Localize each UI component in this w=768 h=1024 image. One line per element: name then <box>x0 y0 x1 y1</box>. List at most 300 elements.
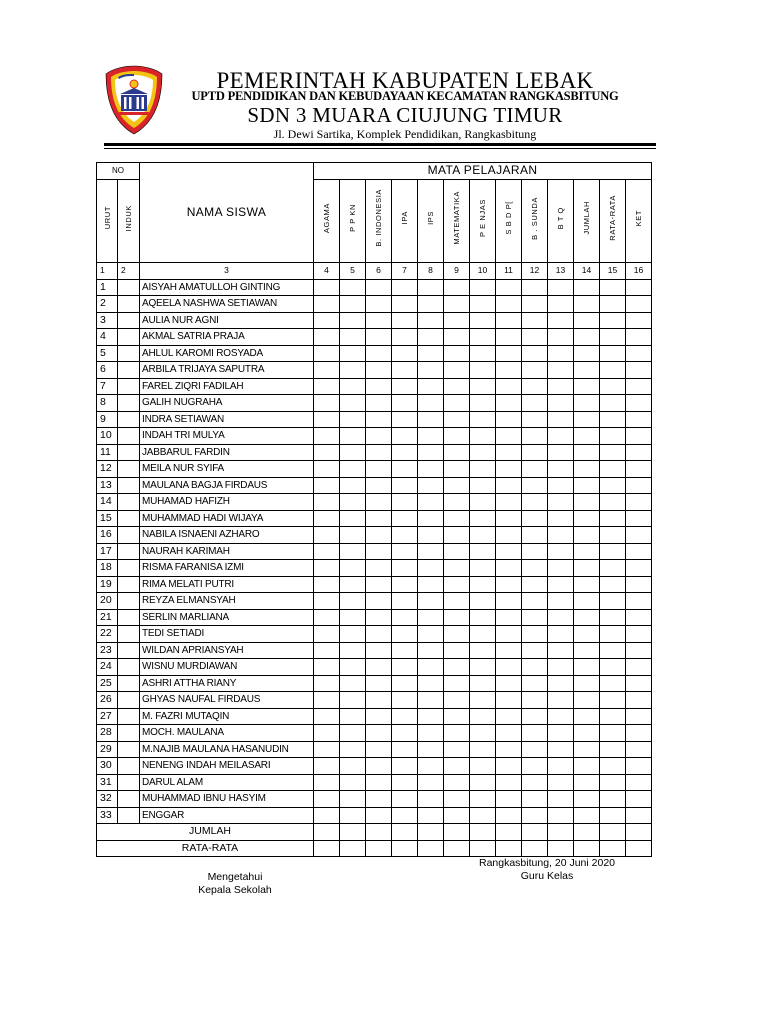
grade-cell <box>444 593 470 610</box>
grade-cell <box>548 411 574 428</box>
student-name-cell: NAURAH KARIMAH <box>140 543 314 560</box>
total-cell <box>444 824 470 841</box>
grade-cell <box>470 329 496 346</box>
student-row <box>97 692 652 709</box>
urut-cell: 19 <box>97 576 118 593</box>
grade-cell <box>626 362 652 379</box>
column-number-cell: 11 <box>496 262 522 279</box>
grade-cell <box>470 725 496 742</box>
grade-cell <box>314 626 340 643</box>
grade-cell <box>522 708 548 725</box>
grade-cell <box>548 741 574 758</box>
induk-cell <box>118 395 140 412</box>
grade-cell <box>496 543 522 560</box>
grade-cell <box>470 477 496 494</box>
grade-cell <box>418 395 444 412</box>
urut-cell: 14 <box>97 494 118 511</box>
induk-cell <box>118 807 140 824</box>
grade-cell <box>470 312 496 329</box>
grade-cell <box>340 692 366 709</box>
grade-cell <box>366 428 392 445</box>
induk-cell <box>118 527 140 544</box>
subject-header: P E NJAS <box>470 179 496 262</box>
subject-header: B. INDONESIA <box>366 179 392 262</box>
column-number-cell: 12 <box>522 262 548 279</box>
grade-cell <box>418 477 444 494</box>
grade-cell <box>470 791 496 808</box>
grade-cell <box>522 609 548 626</box>
grade-cell <box>522 593 548 610</box>
student-name-cell: MUHAMMAD HADI WIJAYA <box>140 510 314 527</box>
urut-cell: 3 <box>97 312 118 329</box>
urut-cell: 7 <box>97 378 118 395</box>
student-row <box>97 444 652 461</box>
column-number-cell: 15 <box>600 262 626 279</box>
student-row <box>97 329 652 346</box>
grade-cell <box>314 411 340 428</box>
grade-cell <box>600 345 626 362</box>
mata-pelajaran-header: MATA PELAJARAN <box>314 163 652 180</box>
grade-cell <box>470 527 496 544</box>
grade-cell <box>626 626 652 643</box>
grade-cell <box>314 461 340 478</box>
grade-cell <box>574 675 600 692</box>
grade-cell <box>392 494 418 511</box>
grade-cell <box>314 428 340 445</box>
grade-cell <box>444 428 470 445</box>
column-number-cell: 9 <box>444 262 470 279</box>
student-row <box>97 774 652 791</box>
student-name-cell: MUHAMMAD IBNU HASYIM <box>140 791 314 808</box>
grade-cell <box>340 411 366 428</box>
grade-cell <box>392 642 418 659</box>
column-number-cell: 13 <box>548 262 574 279</box>
grade-cell <box>626 461 652 478</box>
grade-cell <box>548 345 574 362</box>
total-cell <box>418 840 444 857</box>
induk-cell <box>118 741 140 758</box>
student-name-cell: INDAH TRI MULYA <box>140 428 314 445</box>
grade-cell <box>340 758 366 775</box>
student-row <box>97 609 652 626</box>
grade-cell <box>496 560 522 577</box>
student-row <box>97 345 652 362</box>
grade-cell <box>366 510 392 527</box>
urut-cell: 33 <box>97 807 118 824</box>
grade-cell <box>574 428 600 445</box>
grade-cell <box>340 675 366 692</box>
grade-cell <box>418 791 444 808</box>
grade-cell <box>392 395 418 412</box>
grade-cell <box>418 576 444 593</box>
total-cell <box>496 824 522 841</box>
grade-cell <box>418 312 444 329</box>
grade-cell <box>496 807 522 824</box>
kepala-sekolah-label: Kepala Sekolah <box>198 884 272 896</box>
grade-cell <box>366 708 392 725</box>
subject-header: B . SUNDA <box>522 179 548 262</box>
grade-cell <box>340 807 366 824</box>
grade-cell <box>418 411 444 428</box>
grade-cell <box>418 378 444 395</box>
grade-cell <box>392 659 418 676</box>
subject-header: B T Q <box>548 179 574 262</box>
grade-cell <box>470 626 496 643</box>
grade-cell <box>470 807 496 824</box>
student-name-cell: INDRA SETIAWAN <box>140 411 314 428</box>
grade-cell <box>574 609 600 626</box>
urut-cell: 31 <box>97 774 118 791</box>
grade-cell <box>444 609 470 626</box>
grade-cell <box>496 725 522 742</box>
induk-cell <box>118 642 140 659</box>
grade-cell <box>340 659 366 676</box>
student-row <box>97 296 652 313</box>
grade-cell <box>496 593 522 610</box>
grade-cell <box>548 477 574 494</box>
student-row <box>97 807 652 824</box>
grade-cell <box>522 428 548 445</box>
student-row <box>97 527 652 544</box>
total-cell <box>600 824 626 841</box>
urut-cell: 2 <box>97 296 118 313</box>
grade-cell <box>314 675 340 692</box>
grade-cell <box>574 279 600 296</box>
grade-cell <box>574 296 600 313</box>
grade-cell <box>418 708 444 725</box>
grade-cell <box>366 395 392 412</box>
grade-cell <box>418 659 444 676</box>
grade-cell <box>340 774 366 791</box>
induk-cell <box>118 758 140 775</box>
grade-cell <box>314 741 340 758</box>
grade-cell <box>392 461 418 478</box>
induk-cell <box>118 626 140 643</box>
grade-cell <box>496 395 522 412</box>
grade-cell <box>548 510 574 527</box>
grade-cell <box>314 279 340 296</box>
grade-cell <box>522 444 548 461</box>
grade-cell <box>418 675 444 692</box>
column-number-cell: 3 <box>140 262 314 279</box>
grade-cell <box>340 609 366 626</box>
grade-cell <box>574 527 600 544</box>
grade-cell <box>522 395 548 412</box>
student-name-cell: M.NAJIB MAULANA HASANUDIN <box>140 741 314 758</box>
grade-cell <box>626 593 652 610</box>
induk-cell <box>118 543 140 560</box>
grade-cell <box>470 609 496 626</box>
grade-cell <box>496 527 522 544</box>
grade-cell <box>444 708 470 725</box>
grade-cell <box>626 675 652 692</box>
urut-cell: 23 <box>97 642 118 659</box>
grade-cell <box>496 494 522 511</box>
total-cell <box>470 840 496 857</box>
grade-cell <box>366 411 392 428</box>
urut-cell: 21 <box>97 609 118 626</box>
column-number-cell: 2 <box>118 262 140 279</box>
grade-cell <box>444 279 470 296</box>
subject-header: S B D P[ <box>496 179 522 262</box>
rata-rata-row-label: RATA-RATA <box>97 840 314 857</box>
urut-cell: 12 <box>97 461 118 478</box>
grade-cell <box>314 659 340 676</box>
grade-cell <box>496 461 522 478</box>
grade-cell <box>522 626 548 643</box>
grade-cell <box>314 329 340 346</box>
grade-cell <box>392 741 418 758</box>
subject-header: AGAMA <box>314 179 340 262</box>
grade-cell <box>522 725 548 742</box>
grade-cell <box>600 510 626 527</box>
grade-cell <box>574 725 600 742</box>
grade-cell <box>496 675 522 692</box>
grade-cell <box>496 758 522 775</box>
grade-cell <box>574 477 600 494</box>
grade-cell <box>626 510 652 527</box>
student-row <box>97 725 652 742</box>
letterhead <box>0 0 768 150</box>
grade-cell <box>314 692 340 709</box>
grade-cell <box>548 692 574 709</box>
total-cell <box>366 840 392 857</box>
grade-cell <box>626 758 652 775</box>
grade-cell <box>600 626 626 643</box>
grade-cell <box>548 675 574 692</box>
grade-cell <box>340 725 366 742</box>
urut-cell: 30 <box>97 758 118 775</box>
urut-cell: 8 <box>97 395 118 412</box>
school-emblem-logo <box>104 64 164 136</box>
student-row <box>97 659 652 676</box>
subject-header: P P KN <box>340 179 366 262</box>
induk-cell <box>118 362 140 379</box>
grade-cell <box>314 296 340 313</box>
jumlah-row <box>97 824 652 841</box>
grade-cell <box>418 527 444 544</box>
total-cell <box>314 824 340 841</box>
grade-cell <box>522 345 548 362</box>
urut-cell: 26 <box>97 692 118 709</box>
grade-cell <box>470 576 496 593</box>
grade-cell <box>522 477 548 494</box>
total-cell <box>418 824 444 841</box>
student-row <box>97 510 652 527</box>
grade-cell <box>340 444 366 461</box>
subject-header: JUMLAH <box>574 179 600 262</box>
grade-cell <box>418 296 444 313</box>
student-row <box>97 741 652 758</box>
grade-cell <box>470 510 496 527</box>
grade-cell <box>470 461 496 478</box>
grade-cell <box>522 807 548 824</box>
grade-cell <box>366 378 392 395</box>
urut-cell: 11 <box>97 444 118 461</box>
student-name-cell: AULIA NUR AGNI <box>140 312 314 329</box>
grade-cell <box>470 378 496 395</box>
grade-cell <box>340 626 366 643</box>
grade-cell <box>314 576 340 593</box>
grade-cell <box>496 774 522 791</box>
grade-cell <box>444 741 470 758</box>
grade-cell <box>626 329 652 346</box>
grade-cell <box>444 312 470 329</box>
grade-cell <box>366 312 392 329</box>
grade-cell <box>340 395 366 412</box>
grade-cell <box>548 461 574 478</box>
grade-cell <box>626 741 652 758</box>
grade-cell <box>600 774 626 791</box>
grade-cell <box>392 543 418 560</box>
grade-cell <box>548 494 574 511</box>
grade-cell <box>470 362 496 379</box>
grade-cell <box>548 708 574 725</box>
grade-cell <box>522 494 548 511</box>
grade-cell <box>392 296 418 313</box>
grade-cell <box>470 345 496 362</box>
grade-cell <box>574 626 600 643</box>
student-row <box>97 312 652 329</box>
induk-cell <box>118 411 140 428</box>
grade-cell <box>522 774 548 791</box>
grade-cell <box>340 378 366 395</box>
grade-cell <box>574 807 600 824</box>
grade-cell <box>574 461 600 478</box>
grade-cell <box>340 576 366 593</box>
grade-cell <box>314 725 340 742</box>
grade-cell <box>626 642 652 659</box>
grade-cell <box>314 362 340 379</box>
induk-cell <box>118 708 140 725</box>
student-row <box>97 791 652 808</box>
grade-cell <box>600 675 626 692</box>
student-name-cell: SERLIN MARLIANA <box>140 609 314 626</box>
induk-cell <box>118 345 140 362</box>
grade-cell <box>366 329 392 346</box>
urut-cell: 9 <box>97 411 118 428</box>
grade-cell <box>548 758 574 775</box>
grade-cell <box>366 477 392 494</box>
grade-cell <box>522 758 548 775</box>
grade-cell <box>548 312 574 329</box>
grade-cell <box>444 362 470 379</box>
grade-cell <box>600 296 626 313</box>
grade-cell <box>470 411 496 428</box>
column-number-cell: 14 <box>574 262 600 279</box>
student-row <box>97 411 652 428</box>
grade-cell <box>600 312 626 329</box>
grade-cell <box>600 560 626 577</box>
grade-cell <box>444 758 470 775</box>
subject-header: IPS <box>418 179 444 262</box>
grade-cell <box>600 543 626 560</box>
urut-cell: 1 <box>97 279 118 296</box>
grade-cell <box>444 461 470 478</box>
grade-cell <box>444 543 470 560</box>
urut-cell: 10 <box>97 428 118 445</box>
grade-cell <box>340 527 366 544</box>
grade-cell <box>574 510 600 527</box>
column-number-cell: 6 <box>366 262 392 279</box>
grade-cell <box>574 576 600 593</box>
grade-cell <box>444 626 470 643</box>
department-title: UPTD PENDIDIKAN DAN KEBUDAYAAN KECAMATAN RANGKASBITUNG <box>191 89 619 103</box>
grade-cell <box>444 378 470 395</box>
grade-cell <box>600 362 626 379</box>
grade-cell <box>366 791 392 808</box>
induk-cell <box>118 329 140 346</box>
total-cell <box>444 840 470 857</box>
urut-cell: 16 <box>97 527 118 544</box>
induk-cell <box>118 609 140 626</box>
grade-cell <box>470 543 496 560</box>
grade-cell <box>444 527 470 544</box>
grade-cell <box>470 395 496 412</box>
grade-cell <box>314 807 340 824</box>
grade-cell <box>418 807 444 824</box>
grade-cell <box>392 428 418 445</box>
grade-cell <box>574 642 600 659</box>
urut-cell: 29 <box>97 741 118 758</box>
grade-cell <box>626 296 652 313</box>
grade-cell <box>522 659 548 676</box>
total-cell <box>522 824 548 841</box>
student-name-cell: MEILA NUR SYIFA <box>140 461 314 478</box>
grade-cell <box>574 692 600 709</box>
grade-cell <box>574 758 600 775</box>
grade-cell <box>314 543 340 560</box>
grade-cell <box>600 527 626 544</box>
grade-cell <box>574 312 600 329</box>
grade-cell <box>470 774 496 791</box>
grade-cell <box>600 444 626 461</box>
grade-cell <box>418 428 444 445</box>
student-name-cell: RIMA MELATI PUTRI <box>140 576 314 593</box>
student-row <box>97 494 652 511</box>
grade-cell <box>444 576 470 593</box>
grade-cell <box>444 692 470 709</box>
grade-cell <box>470 296 496 313</box>
grade-cell <box>600 461 626 478</box>
guru-kelas-label: Guru Kelas <box>520 870 574 882</box>
grade-cell <box>340 510 366 527</box>
urut-cell: 13 <box>97 477 118 494</box>
student-name-cell: WILDAN APRIANSYAH <box>140 642 314 659</box>
grade-cell <box>314 378 340 395</box>
grade-cell <box>522 692 548 709</box>
student-name-cell: RISMA FARANISA IZMI <box>140 560 314 577</box>
student-row <box>97 362 652 379</box>
student-row <box>97 626 652 643</box>
grade-cell <box>392 758 418 775</box>
total-cell <box>392 824 418 841</box>
grade-cell <box>314 774 340 791</box>
urut-cell: 15 <box>97 510 118 527</box>
grade-cell <box>548 626 574 643</box>
grade-cell <box>600 576 626 593</box>
grade-cell <box>418 692 444 709</box>
grade-cell <box>340 494 366 511</box>
grade-cell <box>392 477 418 494</box>
student-name-cell: AQEELA NASHWA SETIAWAN <box>140 296 314 313</box>
grade-cell <box>496 312 522 329</box>
grade-cell <box>626 543 652 560</box>
grade-cell <box>522 791 548 808</box>
grade-cell <box>626 395 652 412</box>
grade-cell <box>626 428 652 445</box>
grade-cell <box>496 692 522 709</box>
